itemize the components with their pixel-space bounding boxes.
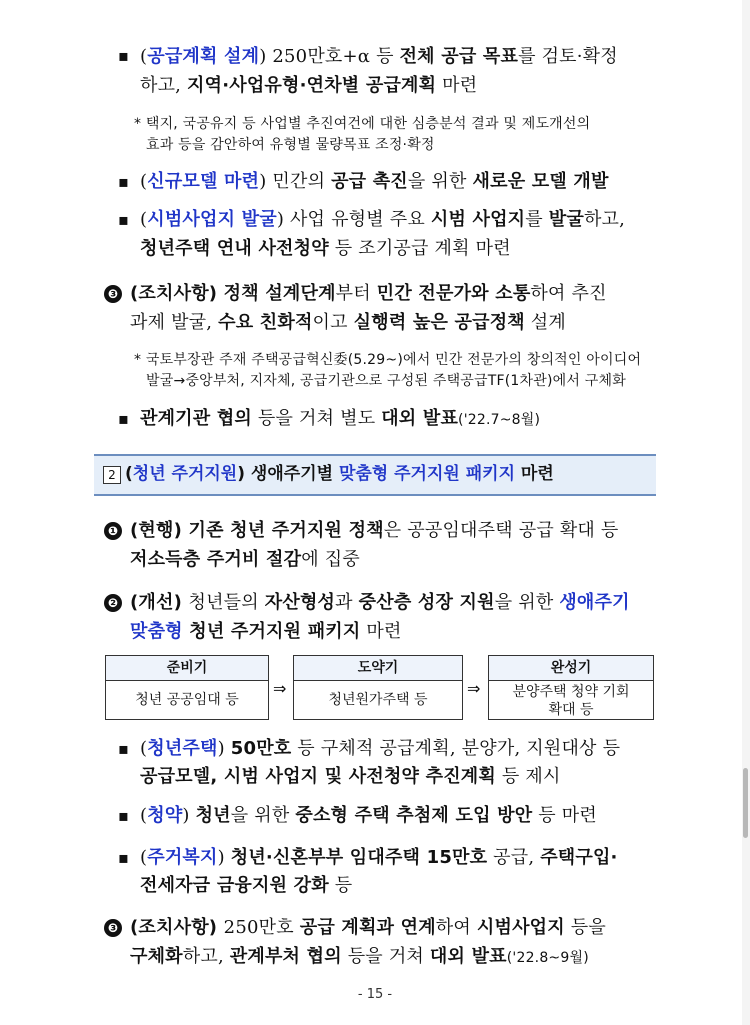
stage-title: 도약기 [294, 656, 462, 681]
paragraph-supply-plan-line1: (공급계획 설계) 250만호+α 등 전체 공급 목표를 검토·확정 [140, 46, 618, 67]
paragraph-action-items-line1: (조치사항) 정책 설계단계부터 민간 전문가와 소통하여 추진 [130, 283, 607, 304]
paragraph-action-items-line2: 과제 발굴, 수요 친화적이고 실행력 높은 공급정책 설계 [130, 312, 566, 333]
circled-number-1: ❶ [104, 522, 122, 540]
bullet-marker: ▪ [118, 409, 129, 428]
paragraph-improvement-line1: (개선) 청년들의 자산형성과 중산층 성장 지원을 위한 생애주기 [130, 592, 630, 613]
stage-body: 분양주택 청약 기회 확대 등 [512, 684, 630, 718]
bullet-marker: ▪ [118, 848, 129, 867]
bullet-marker: ▪ [118, 806, 129, 825]
arrow-icon: ⇒ [273, 679, 287, 698]
bullet-marker: ▪ [118, 172, 129, 191]
paragraph-action-items2-line2: 구체화하고, 관계부처 협의 등을 거쳐 대외 발표('22.8~9월) [130, 946, 589, 967]
paragraph-housing-welfare-line1: (주거복지) 청년·신혼부부 임대주택 15만호 공급, 주택구입· [140, 847, 618, 868]
stage-title: 완성기 [489, 656, 653, 681]
circled-number-3: ❸ [104, 919, 122, 937]
paragraph-current-line1: (현행) 기존 청년 주거지원 정책은 공공임대주택 공급 확대 등 [130, 520, 619, 541]
section-title: (청년 주거지원) 생애주기별 맞춤형 주거지원 패키지 마련 [125, 464, 554, 484]
paragraph-youth-housing-line2: 공급모델, 시범 사업지 및 사전청약 추진계획 등 제시 [140, 766, 561, 787]
section-header [94, 454, 656, 496]
page-number: - 15 - [357, 987, 393, 1002]
paragraph-action-items2-line1: (조치사항) 250만호 공급 계획과 연계하여 시범사업지 등을 [130, 917, 606, 938]
paragraph-announcement: 관계기관 협의 등을 거쳐 별도 대외 발표('22.7~8월) [140, 408, 541, 429]
stage-completion [488, 655, 654, 720]
paragraph-improvement-line2: 맞춤형 청년 주거지원 패키지 마련 [130, 621, 402, 642]
stage-body: 청년 공공임대 등 [135, 692, 239, 708]
footnote-line2: 발굴→중앙부처, 지자체, 공급기관으로 구성된 주택공급TF(1차관)에서 구체화 [146, 373, 626, 389]
paragraph-new-model: (신규모델 마련) 민간의 공급 촉진을 위한 새로운 모델 개발 [140, 171, 609, 192]
bullet-marker: ▪ [118, 210, 129, 229]
paragraph-youth-housing-line1: (청년주택) 50만호 등 구체적 공급계획, 분양가, 지원대상 등 [140, 738, 621, 759]
circled-number-3: ❸ [104, 285, 122, 303]
bullet-marker: ▪ [118, 46, 129, 65]
paragraph-current-line2: 저소득층 주거비 절감에 집중 [130, 549, 360, 570]
section-number: 2 [103, 466, 121, 484]
circled-number-2: ❷ [104, 594, 122, 612]
footnote-line1: * 택지, 국공유지 등 사업별 추진여건에 대한 심층분석 결과 및 제도개선의 [134, 116, 591, 132]
stage-body: 청년원가주택 등 [328, 692, 428, 708]
bullet-marker: ▪ [118, 739, 129, 758]
stage-preparation [105, 655, 269, 720]
footnote-line2: 효과 등을 감안하여 유형별 물량목표 조정·확정 [146, 137, 435, 153]
paragraph-subscription: (청약) 청년을 위한 중소형 주택 추첨제 도입 방안 등 마련 [140, 805, 597, 826]
stage-title: 준비기 [106, 656, 268, 681]
scrollbar-thumb[interactable] [743, 768, 748, 838]
footnote-line1: * 국토부장관 주재 주택공급혁신委(5.29~)에서 민간 전문가의 창의적인 아이디어 [134, 352, 642, 368]
stage-leap [293, 655, 463, 720]
paragraph-supply-plan-line2: 하고, 지역·사업유형·연차별 공급계획 마련 [140, 75, 478, 96]
paragraph-pilot-site-line2: 청년주택 연내 사전청약 등 조기공급 계획 마련 [140, 238, 511, 259]
paragraph-pilot-site-line1: (시범사업지 발굴) 사업 유형별 주요 시범 사업지를 발굴하고, [140, 209, 626, 230]
paragraph-housing-welfare-line2: 전세자금 금융지원 강화 등 [140, 875, 353, 896]
arrow-icon: ⇒ [467, 679, 481, 698]
